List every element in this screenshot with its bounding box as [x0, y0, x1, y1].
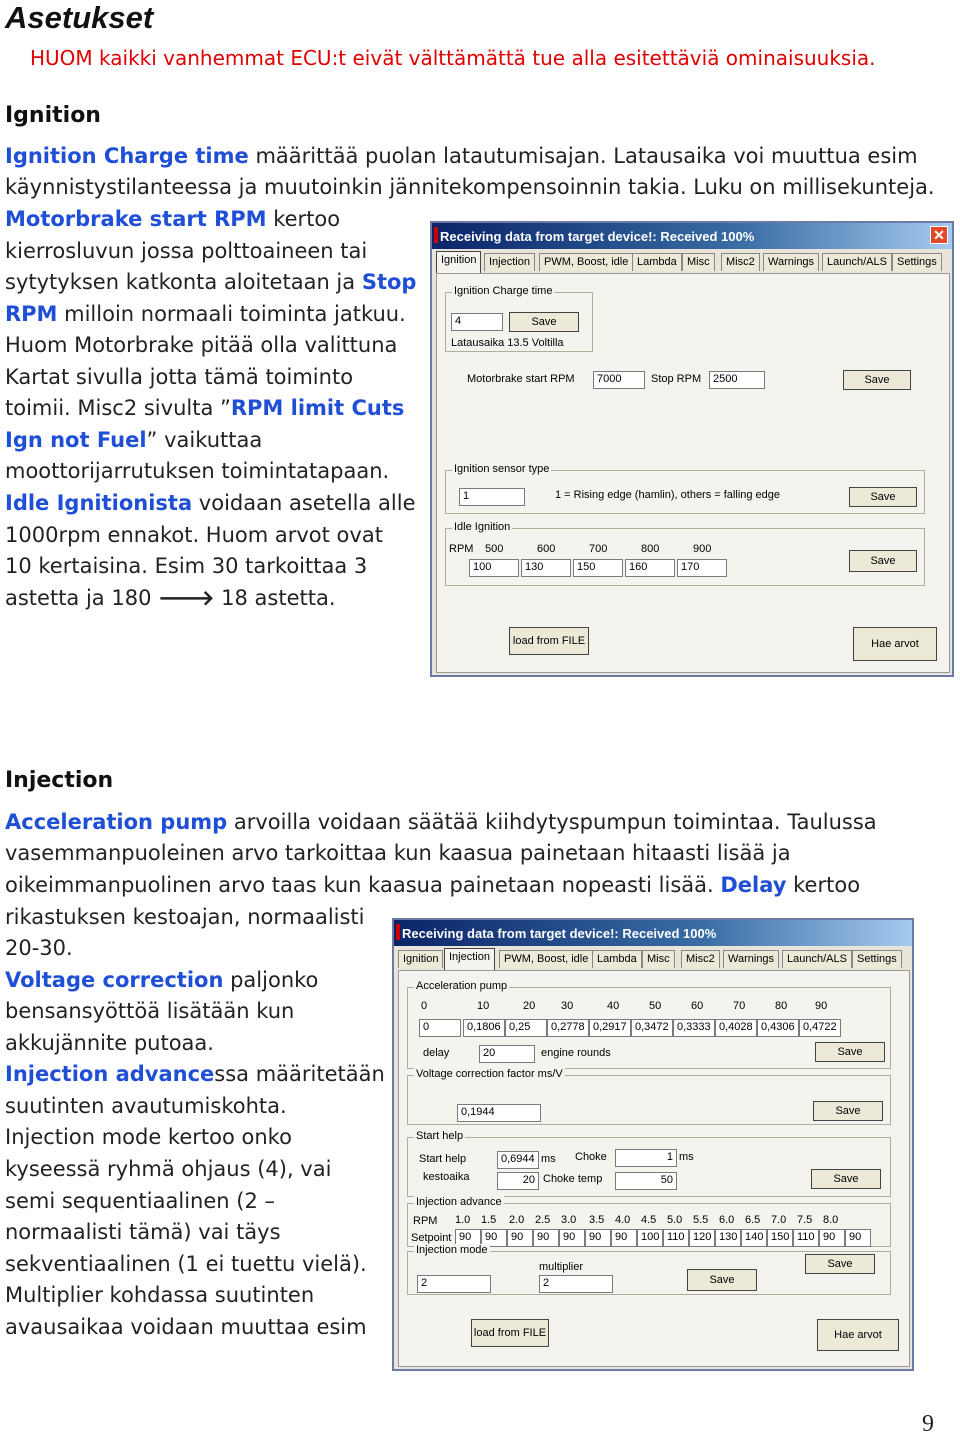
idle-rpm-header: 600	[537, 543, 556, 555]
group-label: Ignition Charge time	[454, 285, 553, 297]
group-label: Acceleration pump	[416, 980, 508, 992]
sensor-save-button[interactable]: Save	[849, 487, 917, 507]
tab-launch-als[interactable]: Launch/ALS	[782, 950, 852, 968]
tab-settings[interactable]: Settings	[892, 253, 942, 271]
ignition-text-line: Kartat sivulla jotta tämä toiminto	[5, 365, 354, 389]
adv-setpoint-input[interactable]: 120	[689, 1229, 715, 1247]
adv-setpoint-input[interactable]: 90	[845, 1229, 871, 1247]
adv-rpm-header: 2.5	[535, 1214, 551, 1226]
injection-mode-input[interactable]: 2	[417, 1275, 491, 1293]
page-number: 9	[922, 1411, 934, 1437]
injection-heading: Injection	[5, 768, 114, 793]
ignition-text-line: käynnistystilanteessa ja muutoinkin jännitekompensoinnin takia. Luku on millisekunteja.	[5, 175, 935, 199]
idle-value-input[interactable]: 160	[625, 559, 675, 577]
adv-setpoint-input[interactable]: 90	[533, 1229, 559, 1247]
group-label: Injection advance	[416, 1196, 502, 1208]
adv-rpm-header: 7.0	[771, 1214, 787, 1226]
accel-header: 20	[523, 1000, 536, 1012]
accel-value-input[interactable]: 0,2917	[589, 1019, 631, 1037]
injection-text-line: Injection mode kertoo onko	[5, 1125, 292, 1149]
hae-arvot-button[interactable]: Hae arvot	[853, 627, 937, 661]
injection-text-line: suutinten avautumiskohta.	[5, 1094, 287, 1118]
injection-text-line: kyseessä ryhmä ohjaus (4), vai	[5, 1157, 332, 1181]
rpm-label: RPM	[413, 1215, 438, 1227]
tab-launch-als[interactable]: Launch/ALS	[822, 253, 892, 271]
accel-value-input[interactable]: 0,2778	[547, 1019, 589, 1037]
tab-warnings[interactable]: Warnings	[763, 253, 819, 271]
ignition-text-line: astetta ja 180 🡒 18 astetta.	[5, 586, 336, 610]
arrow-right-icon: 🡒	[158, 586, 215, 610]
tab-misc2[interactable]: Misc2	[721, 253, 760, 271]
delay-label: delay	[423, 1047, 450, 1059]
load-from-file-button[interactable]: load from FILE	[509, 627, 589, 655]
idle-rpm-header: 800	[641, 543, 660, 555]
multiplier-label: multiplier	[539, 1261, 584, 1273]
group-label: Voltage correction factor ms/V	[416, 1068, 563, 1080]
start-help-input[interactable]: 0,6944	[497, 1151, 539, 1169]
choke-label: Choke	[575, 1151, 607, 1163]
ignition-text-line: toimii. Misc2 sivulta ”RPM limit Cuts	[5, 396, 405, 420]
accel-value-input[interactable]: 0	[419, 1019, 461, 1037]
adv-setpoint-input[interactable]: 110	[793, 1229, 819, 1247]
ignition-heading: Ignition	[5, 103, 101, 128]
kestoaika-input[interactable]: 20	[497, 1172, 539, 1190]
ignition-text-line: moottorijarrutuksen toimintatapaan.	[5, 459, 390, 483]
injection-text-line: akkujännite putoaa.	[5, 1031, 214, 1055]
accel-header: 70	[733, 1000, 746, 1012]
tab-bar	[436, 251, 948, 273]
adv-rpm-header: 7.5	[797, 1214, 813, 1226]
injection-text-line: vasemmanpuoleinen arvo tarkoittaa kun kaasua painetaan hitaasti lisää ja	[5, 841, 791, 865]
accel-header: 10	[477, 1000, 490, 1012]
injection-text-line: normaalisti tämä) vai täys	[5, 1220, 281, 1244]
adv-setpoint-input[interactable]: 110	[663, 1229, 689, 1247]
charge-time-input[interactable]: 4	[451, 313, 503, 331]
adv-setpoint-input[interactable]: 90	[611, 1229, 637, 1247]
adv-rpm-header: 3.5	[589, 1214, 605, 1226]
tab-bar	[398, 948, 908, 970]
load-from-file-button[interactable]: load from FILE	[471, 1319, 549, 1347]
setpoint-label: Setpoint	[411, 1232, 452, 1244]
injection-text-line: Injection advancessa määritetään	[5, 1062, 385, 1086]
accel-value-input[interactable]: 0,3472	[631, 1019, 673, 1037]
window-titlebar[interactable]	[394, 920, 912, 946]
accel-value-input[interactable]: 0,4722	[799, 1019, 841, 1037]
ignition-settings-window	[430, 221, 954, 677]
idle-save-button[interactable]: Save	[849, 550, 917, 572]
injection-text-line: semi sequentiaalinen (2 –	[5, 1189, 275, 1213]
adv-setpoint-input[interactable]: 130	[715, 1229, 741, 1247]
group-label: Start help	[416, 1130, 464, 1142]
adv-setpoint-input[interactable]: 150	[767, 1229, 793, 1247]
charge-save-button[interactable]: Save	[509, 312, 579, 332]
compatibility-warning: HUOM kaikki vanhemmat ECU:t eivät välttämättä tue alla esitettäviä ominaisuuksia.	[30, 46, 876, 70]
adv-rpm-header: 8.0	[823, 1214, 839, 1226]
adv-setpoint-input[interactable]: 90	[507, 1229, 533, 1247]
app-icon	[396, 924, 400, 940]
adv-setpoint-input[interactable]: 90	[585, 1229, 611, 1247]
adv-setpoint-input[interactable]: 90	[819, 1229, 845, 1247]
choke-temp-input[interactable]: 50	[615, 1172, 677, 1190]
tab-pwm-boost-idle[interactable]: PWM, Boost, idle	[499, 950, 593, 968]
injection-text-line: avausaikaa voidaan muuttaa esim	[5, 1315, 367, 1339]
accel-header: 60	[691, 1000, 704, 1012]
choke-temp-label: Choke temp	[543, 1173, 603, 1185]
ms-unit-label: ms	[541, 1153, 556, 1165]
adv-rpm-header: 4.5	[641, 1214, 657, 1226]
engine-rounds-label: engine rounds	[541, 1047, 611, 1059]
adv-rpm-header: 1.0	[455, 1214, 471, 1226]
rpm-label: RPM	[449, 543, 474, 555]
accel-header: 0	[421, 1000, 428, 1012]
voltage-correction-input[interactable]: 0,1944	[457, 1104, 541, 1122]
adv-rpm-header: 3.0	[561, 1214, 577, 1226]
tab-settings[interactable]: Settings	[852, 950, 902, 968]
injection-tab-panel	[398, 970, 910, 1367]
ignition-text-line: sytytyksen katkonta aloitetaan ja Stop	[5, 270, 417, 294]
adv-setpoint-input[interactable]: 140	[741, 1229, 767, 1247]
adv-rpm-header: 6.0	[719, 1214, 735, 1226]
ignition-text-line: Huom Motorbrake pitää olla valittuna	[5, 333, 398, 357]
mode-save-button[interactable]: Save	[687, 1269, 757, 1291]
injection-text-line: 20-30.	[5, 936, 73, 960]
injection-text-line: Acceleration pump arvoilla voidaan säätää kiihdytyspumpun toimintaa. Taulussa	[5, 810, 877, 834]
tab-misc[interactable]: Misc	[682, 253, 715, 271]
ms-unit-label: ms	[679, 1151, 694, 1163]
idle-value-input[interactable]: 130	[521, 559, 571, 577]
close-icon[interactable]: ✕	[930, 226, 948, 244]
adv-setpoint-input[interactable]: 100	[637, 1229, 663, 1247]
tab-ignition[interactable]: Ignition	[398, 950, 443, 968]
tab-lambda[interactable]: Lambda	[592, 950, 642, 968]
adv-rpm-header: 4.0	[615, 1214, 631, 1226]
idle-rpm-header: 500	[485, 543, 504, 555]
voltage-save-button[interactable]: Save	[813, 1101, 883, 1121]
tab-injection[interactable]: Injection	[484, 253, 535, 271]
injection-settings-window	[392, 918, 914, 1371]
tab-misc[interactable]: Misc	[642, 950, 675, 968]
idle-rpm-header: 900	[693, 543, 712, 555]
group-label: Idle Ignition	[454, 521, 511, 533]
choke-input[interactable]: 1	[615, 1149, 677, 1167]
sensor-type-input[interactable]: 1	[459, 488, 525, 506]
adv-setpoint-input[interactable]: 90	[559, 1229, 585, 1247]
stop-rpm-label: Stop RPM	[651, 373, 702, 385]
adv-rpm-header: 6.5	[745, 1214, 761, 1226]
sensor-type-desc: 1 = Rising edge (hamlin), others = falling edge	[555, 489, 781, 501]
accel-value-input[interactable]: 0,4028	[715, 1019, 757, 1037]
tab-ignition[interactable]: Ignition	[436, 251, 481, 273]
group-label: Injection mode	[416, 1244, 488, 1256]
ignition-text-line: RPM milloin normaali toiminta jatkuu.	[5, 302, 406, 326]
accel-value-input[interactable]: 0,3333	[673, 1019, 715, 1037]
adv-rpm-header: 5.5	[693, 1214, 709, 1226]
mb-start-input[interactable]: 7000	[593, 371, 645, 389]
start-help-label: Start help	[419, 1153, 467, 1165]
app-icon	[434, 227, 438, 243]
accel-header: 80	[775, 1000, 788, 1012]
tab-injection[interactable]: Injection	[444, 948, 495, 970]
advance-save-button[interactable]: Save	[805, 1254, 875, 1274]
start-help-save-button[interactable]: Save	[811, 1169, 881, 1189]
accel-header: 90	[815, 1000, 828, 1012]
ignition-text-line: Idle Ignitionista voidaan asetella alle	[5, 491, 416, 515]
tab-lambda[interactable]: Lambda	[632, 253, 682, 271]
injection-text-line: oikeimmanpuolinen arvo taas kun kaasua painetaan nopeasti lisää. Delay kertoo	[5, 873, 861, 897]
window-titlebar[interactable]	[432, 223, 952, 249]
adv-setpoint-input[interactable]: 90	[481, 1229, 507, 1247]
delay-input[interactable]: 20	[479, 1045, 535, 1063]
injection-text-line: Multiplier kohdassa suutinten	[5, 1283, 315, 1307]
accel-value-input[interactable]: 0,4306	[757, 1019, 799, 1037]
idle-rpm-header: 700	[589, 543, 608, 555]
adv-rpm-header: 2.0	[509, 1214, 525, 1226]
motorbrake-save-button[interactable]: Save	[843, 370, 911, 390]
injection-text-line: Voltage correction paljonko	[5, 968, 319, 992]
injection-text-line: sekventiaalinen (1 ei tuettu vielä).	[5, 1252, 367, 1276]
window-title: Receiving data from target device!: Received 100%	[440, 229, 755, 244]
hae-arvot-button[interactable]: Hae arvot	[817, 1319, 899, 1351]
adv-setpoint-input[interactable]: 90	[455, 1229, 481, 1247]
idle-value-input[interactable]: 100	[469, 559, 519, 577]
ignition-text-line: Motorbrake start RPM kertoo	[5, 207, 341, 231]
accel-header: 30	[561, 1000, 574, 1012]
mb-start-label: Motorbrake start RPM	[467, 373, 575, 385]
ignition-text-line: Ign not Fuel” vaikuttaa	[5, 428, 263, 452]
charge-voltage-note: Latausaika 13.5 Voltilla	[451, 337, 564, 349]
accel-save-button[interactable]: Save	[815, 1042, 885, 1062]
ignition-tab-panel	[436, 273, 950, 673]
ignition-text-line: Ignition Charge time määrittää puolan latautumisajan. Latausaika voi muuttua esim	[5, 144, 918, 168]
adv-rpm-header: 5.0	[667, 1214, 683, 1226]
injection-text-line: rikastuksen kestoajan, normaalisti	[5, 905, 365, 929]
accel-value-input[interactable]: 0,1806	[463, 1019, 505, 1037]
accel-header: 40	[607, 1000, 620, 1012]
ignition-text-line: kierrosluvun jossa polttoaineen tai	[5, 239, 368, 263]
tab-misc2[interactable]: Misc2	[681, 950, 720, 968]
tab-pwm-boost-idle[interactable]: PWM, Boost, idle	[539, 253, 633, 271]
tab-warnings[interactable]: Warnings	[723, 950, 779, 968]
accel-value-input[interactable]: 0,25	[505, 1019, 547, 1037]
window-title: Receiving data from target device!: Received 100%	[402, 926, 717, 941]
group-label: Ignition sensor type	[454, 463, 550, 475]
idle-value-input[interactable]: 150	[573, 559, 623, 577]
idle-value-input[interactable]: 170	[677, 559, 727, 577]
multiplier-input[interactable]: 2	[539, 1275, 613, 1293]
stop-rpm-input[interactable]: 2500	[709, 371, 765, 389]
adv-rpm-header: 1.5	[481, 1214, 497, 1226]
ignition-text-line: 1000rpm ennakot. Huom arvot ovat	[5, 523, 383, 547]
document-title: Asetukset	[5, 0, 154, 35]
ignition-text-line: 10 kertaisina. Esim 30 tarkoittaa 3	[5, 554, 368, 578]
accel-header: 50	[649, 1000, 662, 1012]
injection-text-line: bensansyöttöä lisätään kun	[5, 999, 295, 1023]
kestoaika-label: kestoaika	[423, 1171, 470, 1183]
